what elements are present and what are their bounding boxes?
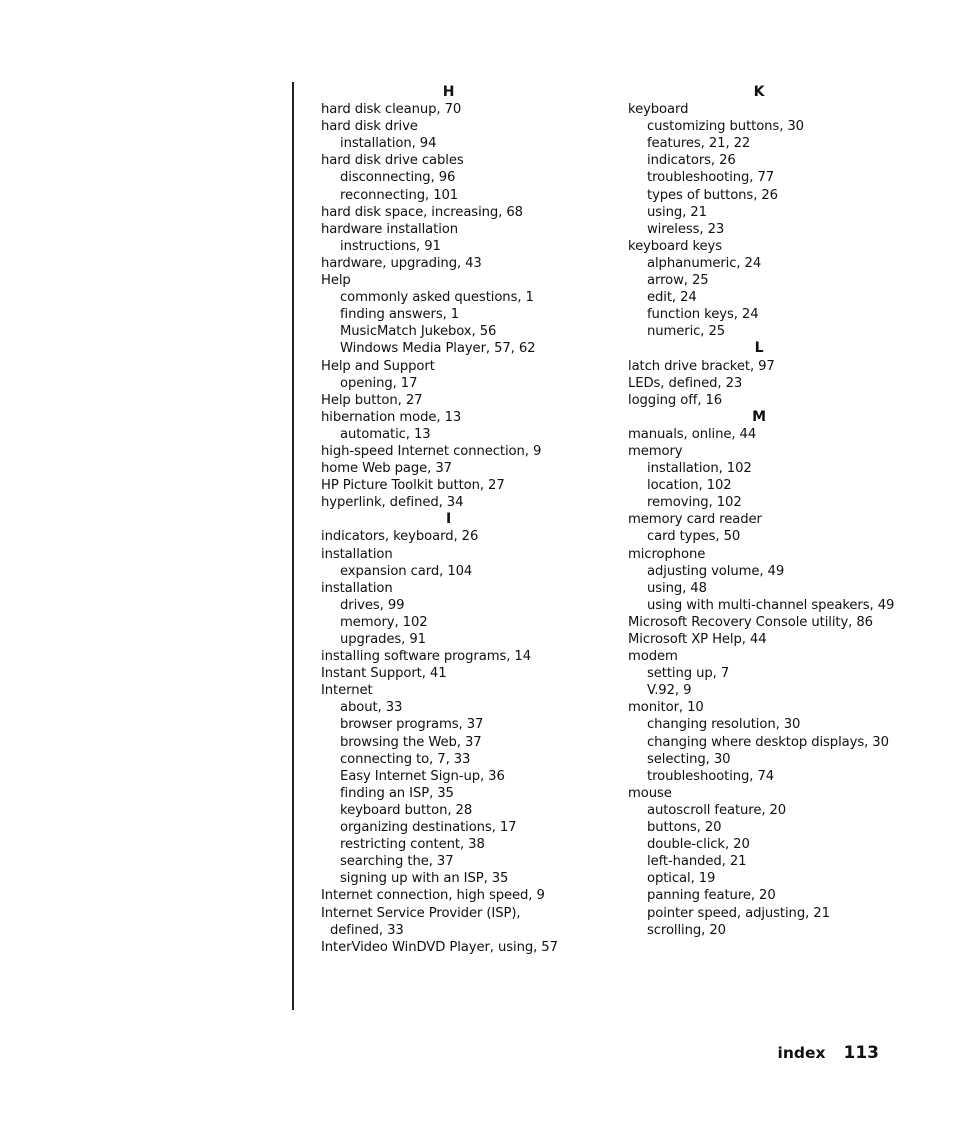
section-letter: H [442, 84, 455, 100]
index-subentry: features, 21, 22 [647, 136, 751, 152]
index-subentry: selecting, 30 [647, 751, 731, 767]
footer-label: index [777, 1044, 826, 1062]
index-entry: hard disk drive cables [321, 153, 464, 169]
index-entry: Internet [321, 683, 373, 699]
index-subentry: scrolling, 20 [647, 922, 726, 938]
index-subentry: adjusting volume, 49 [647, 563, 785, 579]
index-subentry: opening, 17 [340, 375, 418, 391]
index-subentry: location, 102 [647, 478, 732, 494]
index-subentry: memory, 102 [340, 614, 428, 630]
index-subentry: types of buttons, 26 [647, 187, 778, 203]
index-subentry: drives, 99 [340, 597, 405, 613]
index-subentry: automatic, 13 [340, 426, 431, 442]
index-entry: modem [628, 649, 678, 665]
index-entry: hyperlink, defined, 34 [321, 495, 464, 511]
index-subentry: Windows Media Player, 57, 62 [340, 341, 536, 357]
index-entry: Instant Support, 41 [321, 666, 447, 682]
index-subentry: double-click, 20 [647, 837, 750, 853]
index-subentry: wireless, 23 [647, 221, 725, 237]
index-subentry: edit, 24 [647, 290, 697, 306]
index-entry: Internet Service Provider (ISP), [321, 905, 521, 921]
index-entry: keyboard keys [628, 238, 723, 254]
index-subentry: installation, 102 [647, 461, 752, 477]
index-subentry: removing, 102 [647, 495, 742, 511]
index-entry: monitor, 10 [628, 700, 704, 716]
index-subentry: finding answers, 1 [340, 307, 460, 323]
index-subentry: left-handed, 21 [647, 854, 747, 870]
index-entry: InterVideo WinDVD Player, using, 57 [321, 939, 558, 955]
index-entry: hardware, upgrading, 43 [321, 255, 482, 271]
index-entry: Microsoft XP Help, 44 [628, 632, 767, 647]
index-subentry: panning feature, 20 [647, 888, 776, 904]
index-entry: indicators, keyboard, 26 [321, 529, 479, 545]
index-entry: home Web page, 37 [321, 461, 452, 477]
index-subentry: commonly asked questions, 1 [340, 290, 534, 306]
index-entry: installation [321, 580, 393, 596]
index-subentry: searching the, 37 [340, 854, 454, 870]
index-column-left [321, 84, 576, 956]
index-subentry: using, 48 [647, 580, 707, 596]
index-subentry: V.92, 9 [647, 683, 692, 699]
index-subentry: about, 33 [340, 700, 403, 716]
index-subentry: browser programs, 37 [340, 717, 484, 733]
index-entry: Help and Support [321, 358, 435, 374]
index-entry: hard disk drive [321, 119, 418, 135]
index-entry-continuation: defined, 33 [330, 922, 404, 938]
index-entry: logging off, 16 [628, 392, 723, 408]
page-number: 113 [843, 1043, 879, 1063]
index-subentry: setting up, 7 [647, 666, 730, 682]
index-subentry: numeric, 25 [647, 324, 726, 340]
index-subentry: using with multi-channel speakers, 49 [647, 597, 895, 613]
index-entry: Help button, 27 [321, 392, 423, 408]
index-subentry: restricting content, 38 [340, 837, 485, 853]
index-subentry: finding an ISP, 35 [340, 785, 454, 801]
index-subentry: browsing the Web, 37 [340, 734, 482, 750]
index-entry: high-speed Internet connection, 9 [321, 443, 542, 459]
index-subentry: changing resolution, 30 [647, 717, 801, 733]
index-subentry: function keys, 24 [647, 307, 759, 323]
index-subentry: installation, 94 [340, 136, 437, 152]
index-entry: mouse [628, 785, 672, 801]
index-entry: Microsoft Recovery Console utility, 86 [628, 614, 873, 630]
index-entry: keyboard [628, 102, 689, 118]
index-entry: hardware installation [321, 221, 459, 237]
index-subentry: buttons, 20 [647, 820, 722, 836]
index-entry: latch drive bracket, 97 [628, 358, 775, 374]
index-entry: hard disk space, increasing, 68 [321, 204, 523, 220]
index-subentry: connecting to, 7, 33 [340, 751, 471, 767]
index-subentry: troubleshooting, 77 [647, 170, 775, 186]
index-subentry: signing up with an ISP, 35 [340, 871, 509, 887]
index-subentry: instructions, 91 [340, 238, 441, 254]
index-subentry: changing where desktop displays, 30 [647, 734, 889, 750]
section-letter: K [753, 84, 765, 100]
index-subentry: indicators, 26 [647, 153, 736, 169]
section-letter: L [754, 340, 764, 357]
index-entry: microphone [628, 546, 706, 562]
index-entry: installing software programs, 14 [321, 649, 532, 665]
index-subentry: expansion card, 104 [340, 563, 473, 579]
index-entry: Help [321, 273, 351, 289]
index-entry: HP Picture Toolkit button, 27 [321, 478, 505, 494]
index-subentry: customizing buttons, 30 [647, 119, 804, 135]
index-entry: hard disk cleanup, 70 [321, 102, 462, 118]
index-entry: installation [321, 546, 393, 562]
index-subentry: arrow, 25 [647, 273, 709, 289]
index-entry: hibernation mode, 13 [321, 409, 462, 425]
index-subentry: using, 21 [647, 204, 707, 220]
index-subentry: troubleshooting, 74 [647, 768, 775, 784]
column-divider [292, 82, 294, 1010]
index-subentry: alphanumeric, 24 [647, 255, 762, 271]
index-subentry: pointer speed, adjusting, 21 [647, 905, 830, 921]
index-entry: memory card reader [628, 512, 762, 528]
index-entry: memory [628, 443, 683, 459]
index-subentry: keyboard button, 28 [340, 802, 473, 818]
index-subentry: Easy Internet Sign-up, 36 [340, 768, 505, 784]
index-subentry: autoscroll feature, 20 [647, 802, 787, 818]
index-subentry: MusicMatch Jukebox, 56 [340, 324, 497, 340]
index-subentry: optical, 19 [647, 871, 716, 887]
index-subentry: card types, 50 [647, 529, 741, 545]
index-subentry: reconnecting, 101 [340, 187, 459, 203]
section-letter: I [445, 511, 452, 528]
index-subentry: disconnecting, 96 [340, 170, 456, 186]
index-entry: LEDs, defined, 23 [628, 375, 743, 391]
index-subentry: organizing destinations, 17 [340, 820, 517, 836]
index-column-right [628, 84, 895, 939]
page-footer [778, 1043, 879, 1063]
section-letter: M [752, 408, 766, 425]
index-subentry: upgrades, 91 [340, 632, 426, 647]
index-entry: manuals, online, 44 [628, 426, 757, 442]
index-entry: Internet connection, high speed, 9 [321, 888, 545, 904]
